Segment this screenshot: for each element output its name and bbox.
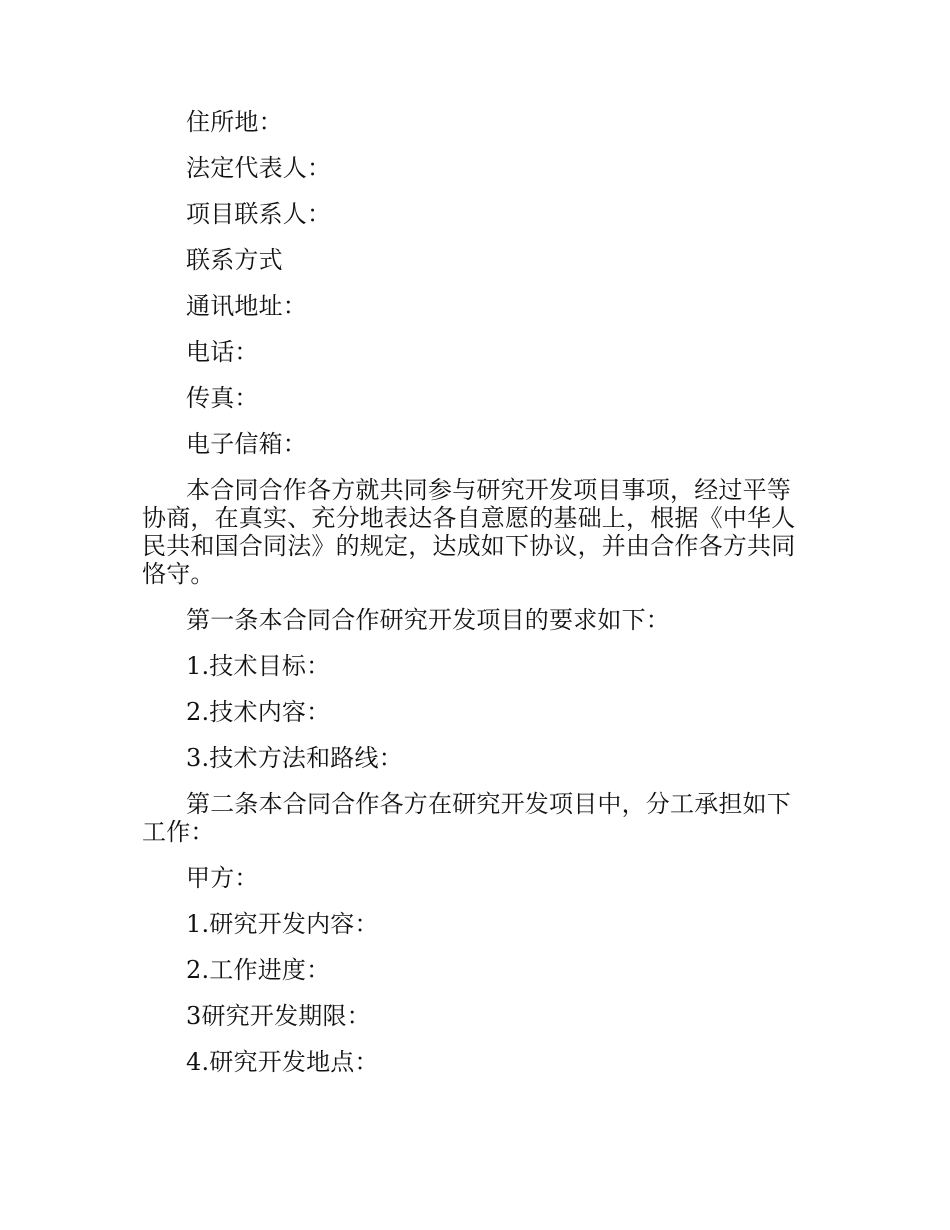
paragraph-fax: 传真：: [186, 384, 259, 412]
paragraph-tech-content: 2.技术内容：: [186, 698, 331, 726]
paragraph-article-two: 第二条本合同合作各方在研究开发项目中，分工承担如下工作：: [142, 790, 791, 846]
paragraph-legal-representative: 法定代表人：: [186, 154, 332, 182]
paragraph-email: 电子信箱：: [186, 430, 307, 458]
paragraph-project-contact: 项目联系人：: [186, 200, 332, 228]
paragraph-contact-method: 联系方式: [186, 246, 283, 274]
paragraph-agreement-intro: 本合同合作各方就共同参与研究开发项目事项，经过平等协商，在真实、充分地表达各自意愿的基础上，根据《中华人民共和国合同法》的规定，达成如下协议，并由合作各方共同恪守。: [142, 476, 796, 588]
paragraph-tech-method: 3.技术方法和路线：: [186, 744, 403, 772]
paragraph-residence: 住所地：: [186, 108, 283, 136]
paragraph-research-location: 4.研究开发地点：: [186, 1048, 379, 1076]
paragraph-research-period: 3研究开发期限：: [186, 1002, 371, 1030]
paragraph-mailing-address: 通讯地址：: [186, 292, 307, 320]
paragraph-article-one: 第一条本合同合作研究开发项目的要求如下：: [186, 606, 670, 634]
paragraph-work-progress: 2.工作进度：: [186, 956, 331, 984]
paragraph-party-a: 甲方：: [186, 864, 259, 892]
paragraph-tech-goal: 1.技术目标：: [186, 652, 331, 680]
paragraph-research-content: 1.研究开发内容：: [186, 910, 379, 938]
document-body: [142, 108, 814, 1076]
paragraph-phone: 电话：: [186, 338, 259, 366]
